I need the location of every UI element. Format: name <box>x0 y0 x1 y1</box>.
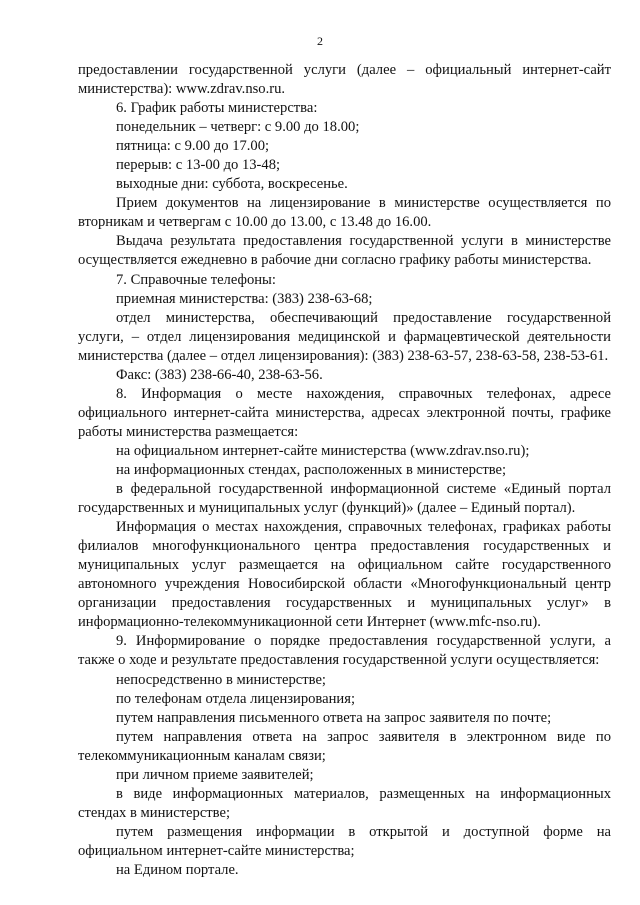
paragraph-electronic-reply: путем направления ответа на запрос заявителя в электронном виде по телекоммуникационным каналам связи; <box>78 728 611 764</box>
paragraph-licensing-dept-phones: отдел министерства, обеспечивающий предоставление государственной услуги, – отдел лицензирования медицинской и фармацевтической деятельности министерства (далее – отдел лицензирования): (383) 238-63-57, 238-63-58, 238-53-61. <box>78 309 611 364</box>
paragraph-continuation: предоставлении государственной услуги (далее – официальный интернет-сайт министерства): www.zdrav.nso.ru. <box>78 62 611 98</box>
paragraph-info-materials: в виде информационных материалов, размещенных на информационных стендах в министерстве; <box>78 785 611 821</box>
paragraph-in-ministry: непосредственно в министерстве; <box>116 671 326 688</box>
paragraph-reception-phone: приемная министерства: (383) 238-63-68; <box>116 290 373 307</box>
paragraph-schedule-weekend: выходные дни: суббота, воскресенье. <box>116 176 348 193</box>
paragraph-by-mail: путем направления письменного ответа на запрос заявителя по почте; <box>116 709 552 726</box>
paragraph-personal-reception: при личном приеме заявителей; <box>116 766 314 783</box>
paragraph-by-phone: по телефонам отдела лицензирования; <box>116 690 355 707</box>
paragraph-schedule-fri: пятница: с 9.00 до 17.00; <box>116 138 270 155</box>
paragraph-document-intake: Прием документов на лицензирование в министерстве осуществляется по вторникам и четвергам с 10.00 до 13.00, с 13.48 до 16.00. <box>78 195 611 231</box>
paragraph-section-6-heading: 6. График работы министерства: <box>116 100 318 117</box>
paragraph-on-portal: на Едином портале. <box>116 861 239 878</box>
paragraph-section-7-heading: 7. Справочные телефоны: <box>116 271 276 288</box>
paragraph-section-9-heading: 9. Информирование о порядке предоставления государственной услуги, а также о ходе и результате предоставления государственной услуги осуществляется: <box>78 633 611 669</box>
paragraph-section-8-heading: 8. Информация о месте нахождения, справочных телефонах, адресе официального интернет-сайта министерства, адресах электронной почты, графике работы министерства размещается: <box>78 385 611 440</box>
page-number: 2 <box>317 34 323 48</box>
paragraph-schedule-mon-thu: понедельник – четверг: с 9.00 до 18.00; <box>116 119 360 136</box>
paragraph-website-publication: путем размещения информации в открытой и доступной форме на официальном интернет-сайте министерства; <box>78 823 611 859</box>
paragraph-unified-portal: в федеральной государственной информационной системе «Единый портал государственных и муниципальных услуг (функций)» (далее – Единый портал). <box>78 481 611 517</box>
paragraph-mfc-info: Информация о местах нахождения, справочных телефонах, графиках работы филиалов многофункционального центра предоставления государственных и муниципальных услуг размещается на официальном сайте государственного автономного учреждения Новосибирской области «Многофункциональный центр организации предоставления государственных и муниципальных услуг» в информационно-телекоммуникационной сети Интернет (www.mfc-nso.ru). <box>78 519 611 631</box>
paragraph-result-issue: Выдача результата предоставления государственной услуги в министерстве осуществляется ежедневно в рабочие дни согласно графику работы министерства. <box>78 233 611 269</box>
paragraph-website: на официальном интернет-сайте министерства (www.zdrav.nso.ru); <box>116 442 530 459</box>
paragraph-info-stands: на информационных стендах, расположенных в министерстве; <box>116 461 507 478</box>
paragraph-schedule-break: перерыв: с 13-00 до 13-48; <box>116 157 281 174</box>
paragraph-fax: Факс: (383) 238-66-40, 238-63-56. <box>116 366 323 383</box>
document-body <box>78 61 611 880</box>
